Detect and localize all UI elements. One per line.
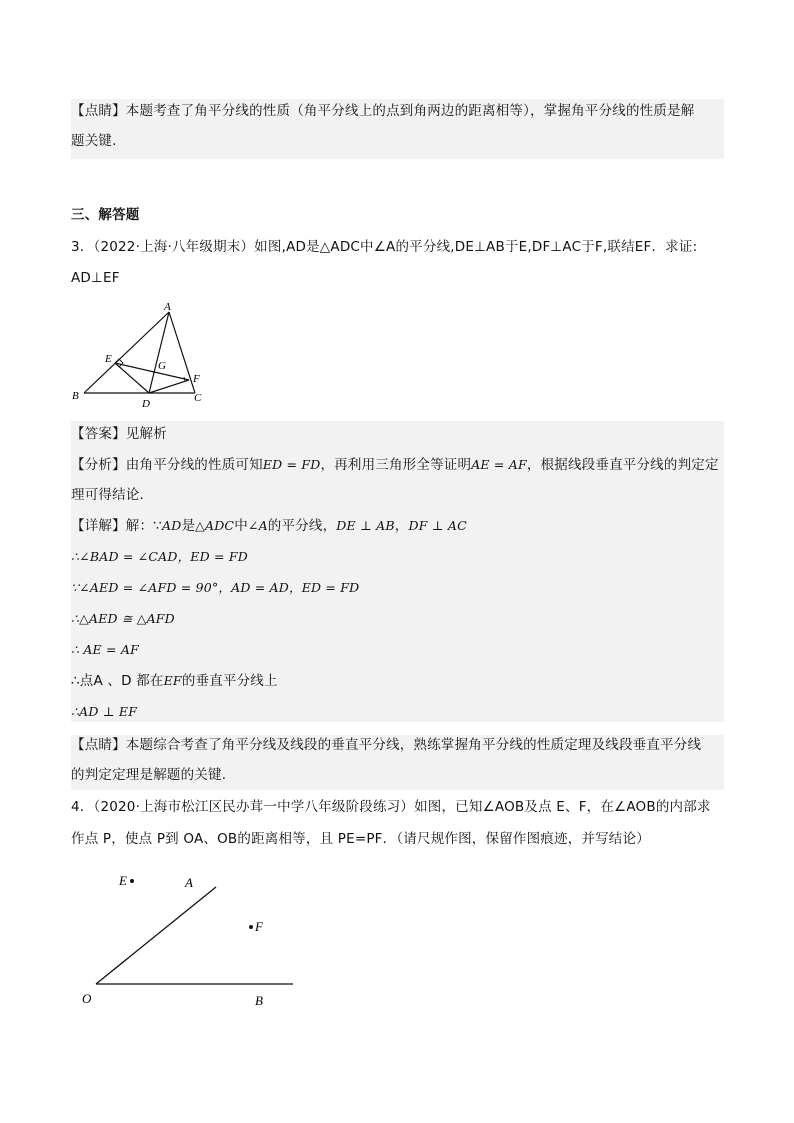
- q4-label-E: E: [119, 873, 127, 888]
- q3-detail-prefix: 【详解】解：∵: [71, 518, 162, 534]
- q3-label-A: A: [164, 301, 171, 313]
- q3-stem-line2: AD⊥EF: [71, 270, 120, 286]
- q3-comment-line1: 【点睛】本题综合考查了角平分线及线段的垂直平分线，熟练掌握角平分线的性质定理及线段垂直平分线: [71, 737, 702, 753]
- q4-point-F: [249, 925, 253, 929]
- q3-label-D: D: [142, 398, 150, 410]
- q3-label-E: E: [105, 353, 112, 365]
- q4-stem-line1: 4．（2020·上海市松江区民办茸一中学八年级阶段练习）如图，已知∠AOB及点 E、F，在∠AOB的内部求: [71, 799, 711, 815]
- q3-detail-math1: AD: [162, 518, 182, 533]
- q3-analysis-prefix: 【分析】由角平分线的性质可知: [71, 457, 263, 473]
- q3-label-C: C: [194, 392, 202, 404]
- q3-analysis-math1: ED = FD: [262, 457, 321, 472]
- q3-detail-math2: △ADC: [195, 518, 235, 533]
- q3-stem-line1: 3．（2022·上海·八年级期末）如图,AD是△ADC中∠A的平分线,DE⊥AB于E,DF⊥AC于F,联结EF．求证:: [71, 239, 698, 255]
- q3-label-B: B: [72, 390, 79, 402]
- q3-step5-prefix: ∴点A 、D 都在: [71, 673, 164, 689]
- q3-detail-sep: ，: [394, 518, 409, 534]
- q3-label-G: G: [158, 360, 166, 372]
- q3-detail-mid1: 是: [181, 518, 196, 534]
- q3-step4: ∴ AE = AF: [71, 642, 139, 657]
- q4-point-E: [130, 879, 134, 883]
- q4-label-O: O: [82, 991, 92, 1006]
- q4-label-F: F: [255, 919, 263, 934]
- q3-detail-math4: DE ⊥ AB: [336, 518, 395, 533]
- q2-comment-line2: 题关键.: [71, 133, 117, 149]
- q3-analysis-line1: [71, 455, 719, 475]
- q3-detail-mid3: 的平分线，: [267, 518, 337, 534]
- q3-step6: ∴AD ⊥ EF: [71, 704, 138, 719]
- q4-label-A: A: [185, 875, 193, 890]
- q3-analysis-math2: AE = AF: [471, 457, 527, 472]
- q4-label-B: B: [255, 993, 263, 1008]
- q3-analysis-line2: 理可得结论.: [71, 487, 144, 503]
- q3-analysis-mid: ，再利用三角形全等证明: [320, 457, 472, 473]
- q3-step1: ∴∠BAD = ∠CAD，ED = FD: [71, 549, 248, 564]
- q3-step5-math: EF: [163, 673, 182, 688]
- q3-detail-math3: ∠A: [247, 518, 268, 533]
- section-title: 三、解答题: [71, 207, 140, 223]
- q3-analysis-suffix: ，根据线段垂直平分线的判定定: [526, 457, 719, 473]
- q3-step2: ∵∠AED = ∠AFD = 90°，AD = AD，ED = FD: [71, 580, 360, 595]
- q3-triangle-figure: [68, 300, 218, 410]
- q2-comment-block: [71, 99, 724, 159]
- q3-detail-mid2: 中: [234, 518, 248, 534]
- q3-step5: [71, 671, 278, 691]
- q2-comment-line1: 【点睛】本题考查了角平分线的性质（角平分线上的点到角两边的距离相等），掌握角平分线的性质是解: [71, 103, 695, 119]
- q3-comment-block: [71, 735, 724, 790]
- q3-step5-suffix: 的垂直平分线上: [181, 673, 278, 689]
- q3-answer: 【答案】见解析: [71, 426, 167, 442]
- q4-angle-figure: [75, 865, 305, 1015]
- q3-solution-block: [71, 421, 724, 722]
- q3-label-F: F: [193, 373, 200, 385]
- q3-detail-line: [71, 516, 467, 536]
- q3-detail-math5: DF ⊥ AC: [408, 518, 467, 533]
- q4-stem-line2: 作点 P，使点 P到 OA、OB的距离相等，且 PE=PF．（请尺规作图，保留作图痕迹，并写结论）: [71, 831, 650, 847]
- q3-comment-line2: 的判定定理是解题的关键.: [71, 767, 227, 783]
- q3-step3: ∴△AED ≅ △AFD: [71, 611, 175, 626]
